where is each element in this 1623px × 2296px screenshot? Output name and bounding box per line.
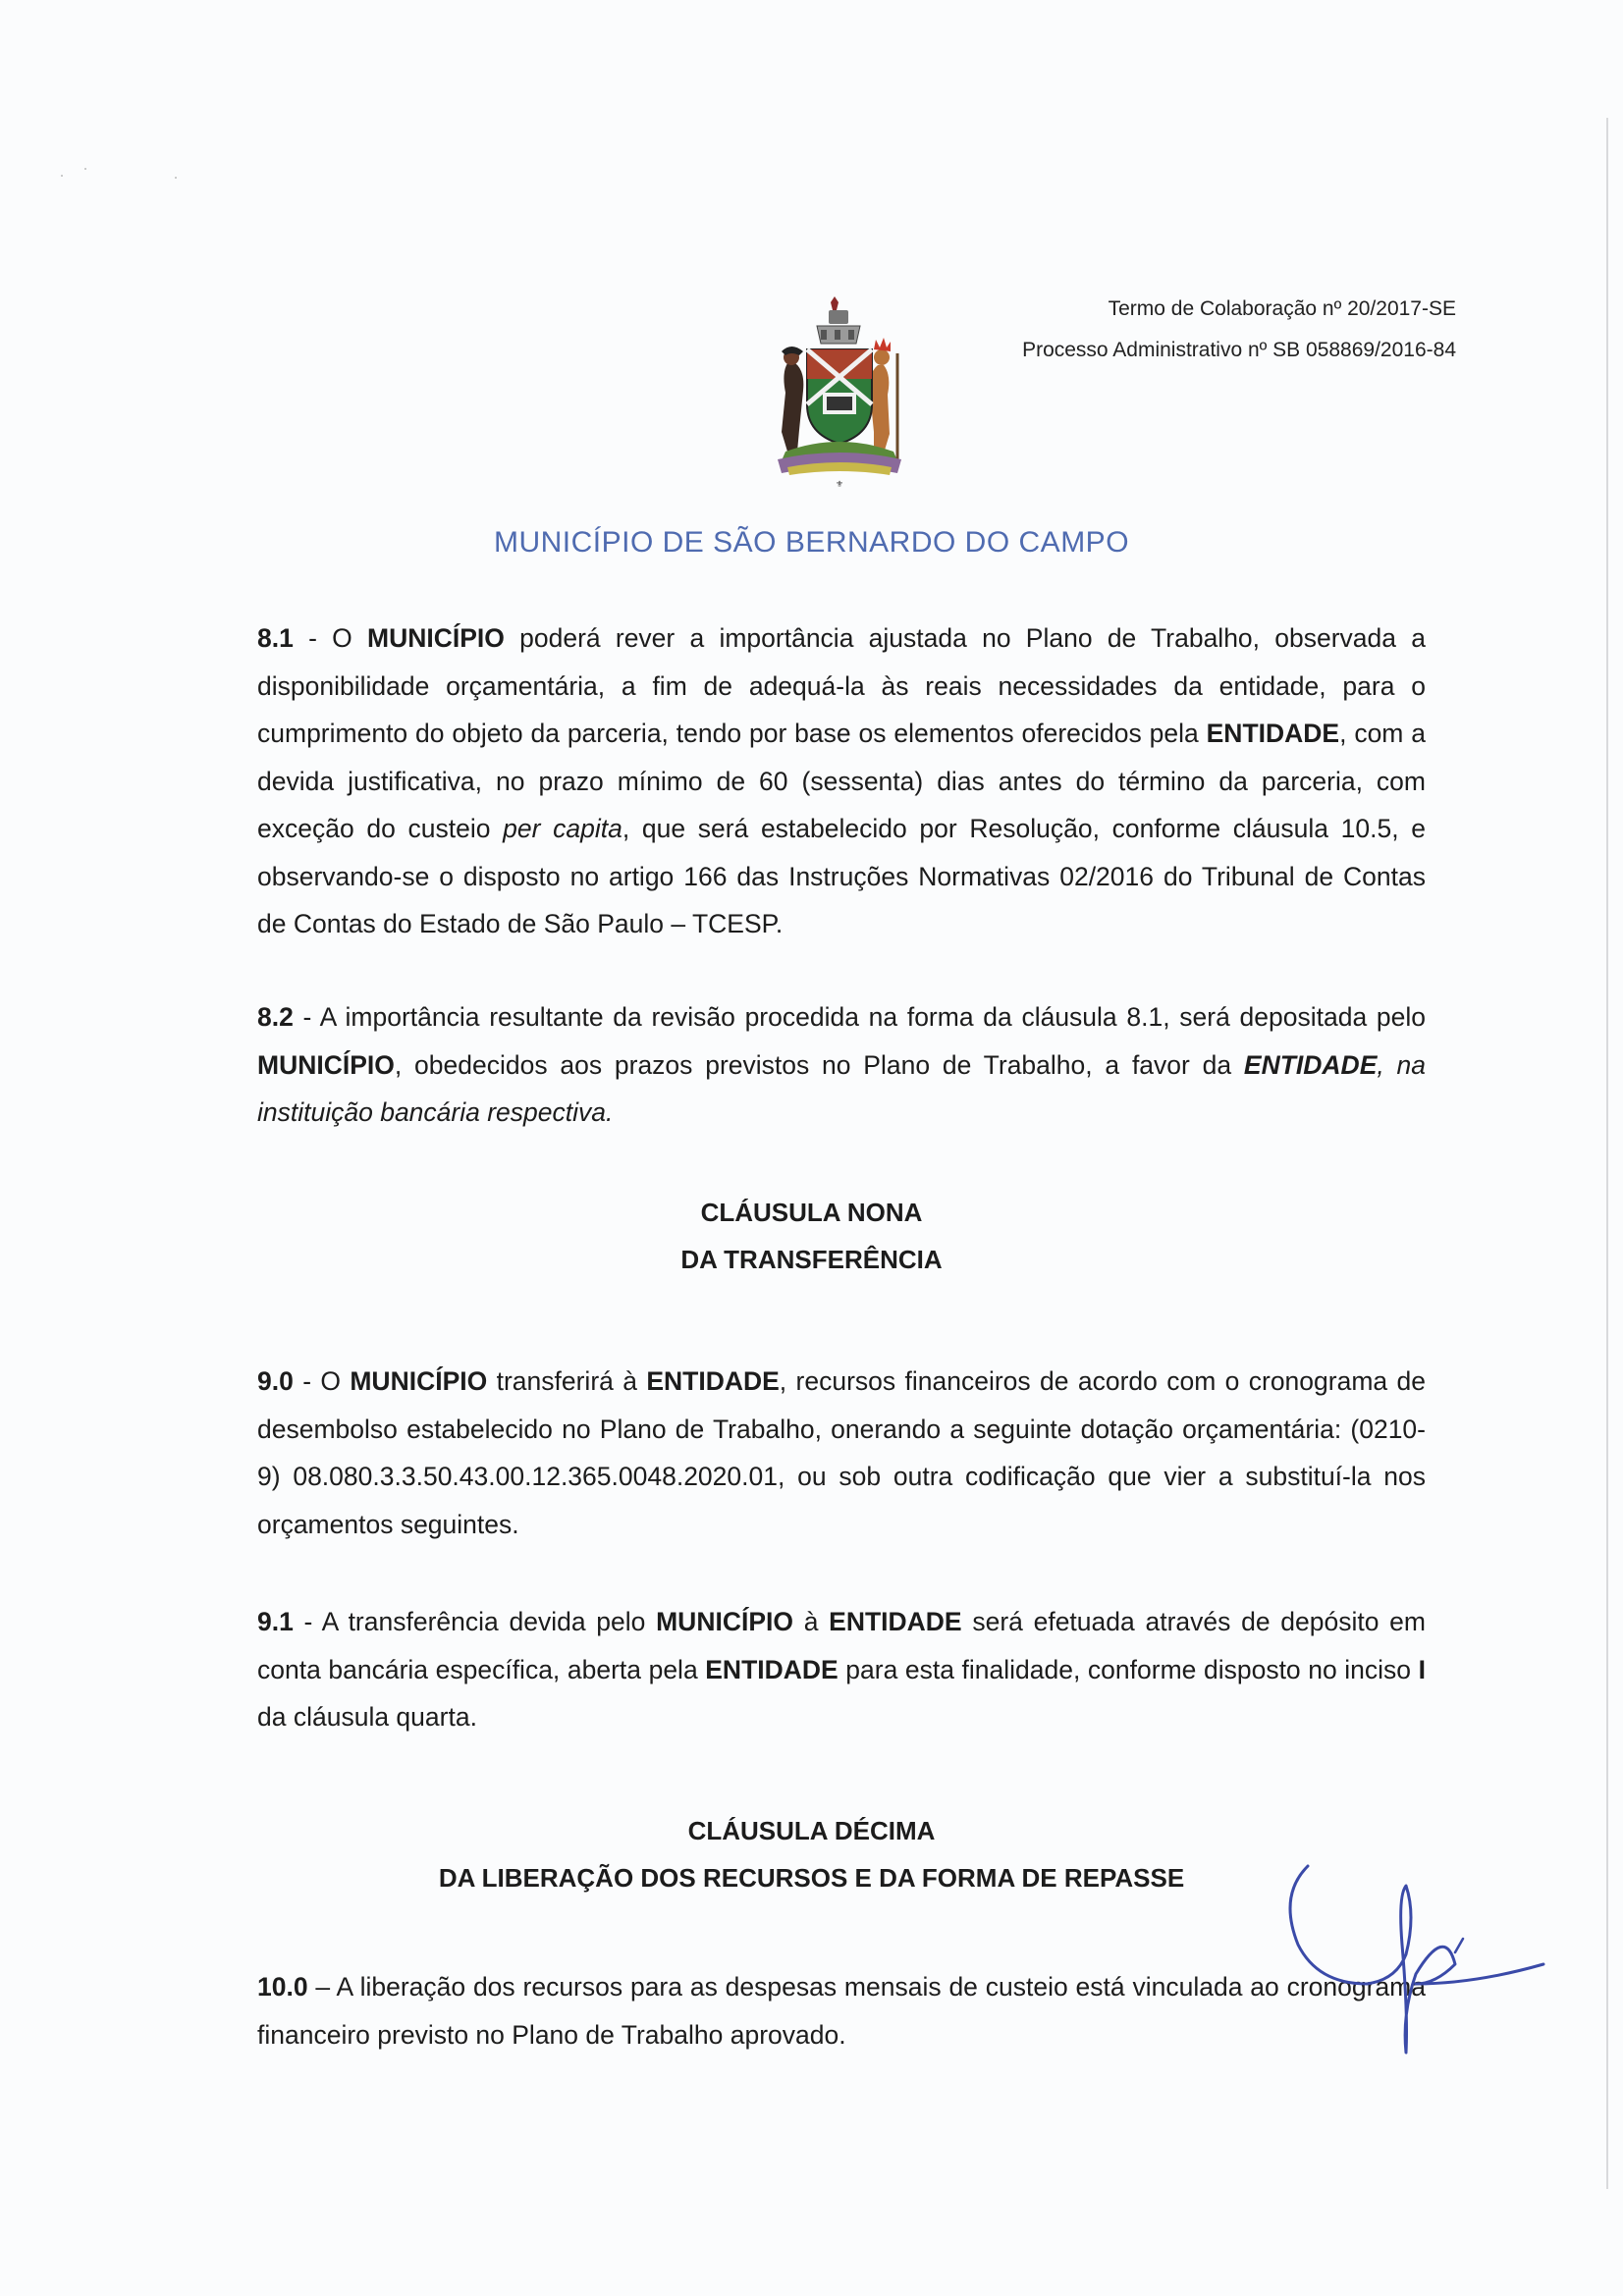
signature-initials [1267, 1860, 1581, 2096]
bold-term: MUNICÍPIO [257, 1049, 395, 1080]
clause-ten-heading: CLÁUSULA DÉCIMA [687, 1816, 936, 1845]
clause-text: para esta finalidade, conforme disposto no inciso [838, 1654, 1419, 1684]
clause-text: - A transferência devida pelo [293, 1607, 657, 1636]
clause-number: 9.1 [257, 1607, 294, 1636]
clause-text: da cláusula quarta. [257, 1702, 477, 1732]
scan-speck [84, 168, 86, 170]
coat-of-arms-icon [768, 294, 911, 489]
clause-number: 8.1 [257, 623, 294, 653]
bold-term: ENTIDADE [829, 1607, 962, 1636]
bold-term: MUNICÍPIO [350, 1366, 488, 1396]
clause-text: – A liberação dos recursos para as despesas mensais de custeio está vinculada ao cronograma financeiro previsto no Plano de Trabalho aprovado. [257, 1972, 1426, 2050]
clause-text: - O [293, 623, 367, 653]
clause-text: à [792, 1607, 830, 1636]
bold-term: I [1418, 1654, 1426, 1684]
bold-term: ENTIDADE [646, 1366, 780, 1396]
svg-text:⚜: ⚜ [835, 479, 844, 489]
bold-term: ENTIDADE [705, 1654, 839, 1684]
processo-reference: Processo Administrativo nº SB 058869/2016-84 [1022, 339, 1456, 361]
clause-text: - A importância resultante da revisão procedida na forma da cláusula 8.1, será depositada pelo [293, 1002, 1426, 1032]
scan-speck [61, 175, 63, 177]
clause-text: - O [293, 1366, 351, 1396]
clause-nine-heading: CLÁUSULA NONA [700, 1198, 923, 1227]
clause-8-1 [257, 614, 1426, 948]
municipality-title: MUNICÍPIO DE SÃO BERNARDO DO CAMPO [493, 526, 1130, 559]
clause-nine-subheading: DA TRANSFERÊNCIA [680, 1245, 943, 1274]
clause-10-0 [257, 1963, 1426, 2058]
italic-text: , na instituição bancária respectiva. [257, 1049, 1427, 1127]
clause-ten-subheading: DA LIBERAÇÃO DOS RECURSOS E DA FORMA DE REPASSE [438, 1863, 1185, 1893]
clause-9-0 [257, 1358, 1426, 1548]
clause-text: poderá rever a importância ajustada no Plano de Trabalho, observada a disponibilidade orçamentária, a fim de adequá-la às reais necessidades da entidade, para o cumprimento do objeto da parceria, tendo por base os elementos oferecidos pela [257, 623, 1426, 748]
bold-term: MUNICÍPIO [656, 1607, 793, 1636]
termo-reference: Termo de Colaboração nº 20/2017-SE [1108, 297, 1456, 320]
bold-term: MUNICÍPIO [367, 623, 505, 653]
scan-speck [175, 177, 177, 179]
clause-text: será efetuada através de depósito em conta bancária específica, aberta pela [257, 1607, 1426, 1684]
clause-8-2 [257, 993, 1426, 1137]
clause-text: , obedecidos aos prazos previstos no Plano de Trabalho, a favor da [394, 1049, 1244, 1080]
bold-term: ENTIDADE [1206, 719, 1340, 748]
clause-9-1 [257, 1598, 1426, 1741]
clause-number: 9.0 [257, 1366, 294, 1396]
clause-number: 10.0 [257, 1972, 308, 2002]
italic-term: per capita [503, 814, 622, 843]
bold-term: ENTIDADE [1243, 1049, 1378, 1080]
clause-text: transferirá à [487, 1366, 647, 1396]
clause-text: , recursos financeiros de acordo com o cronograma de desembolso estabelecido no Plano de Trabalho, onerando a seguinte dotação orçamentária: (0210-9) 08.080.3.3.50.43.00.12.365.0048.2020.01, ou sob outra codificação que vier a substituí-la nos orçamentos seguintes. [257, 1366, 1426, 1539]
clause-text: , que será estabelecido por Resolução, conforme cláusula 10.5, e observando-se o disposto no artigo 166 das Instruções Normativas 02/2016 do Tribunal de Contas de Contas do Estado de São Paulo – TCESP. [257, 814, 1426, 938]
clause-number: 8.2 [257, 1002, 294, 1032]
clause-text: , com a devida justificativa, no prazo mínimo de 60 (sessenta) dias antes do término da parceria, com exceção do custeio [257, 719, 1426, 843]
